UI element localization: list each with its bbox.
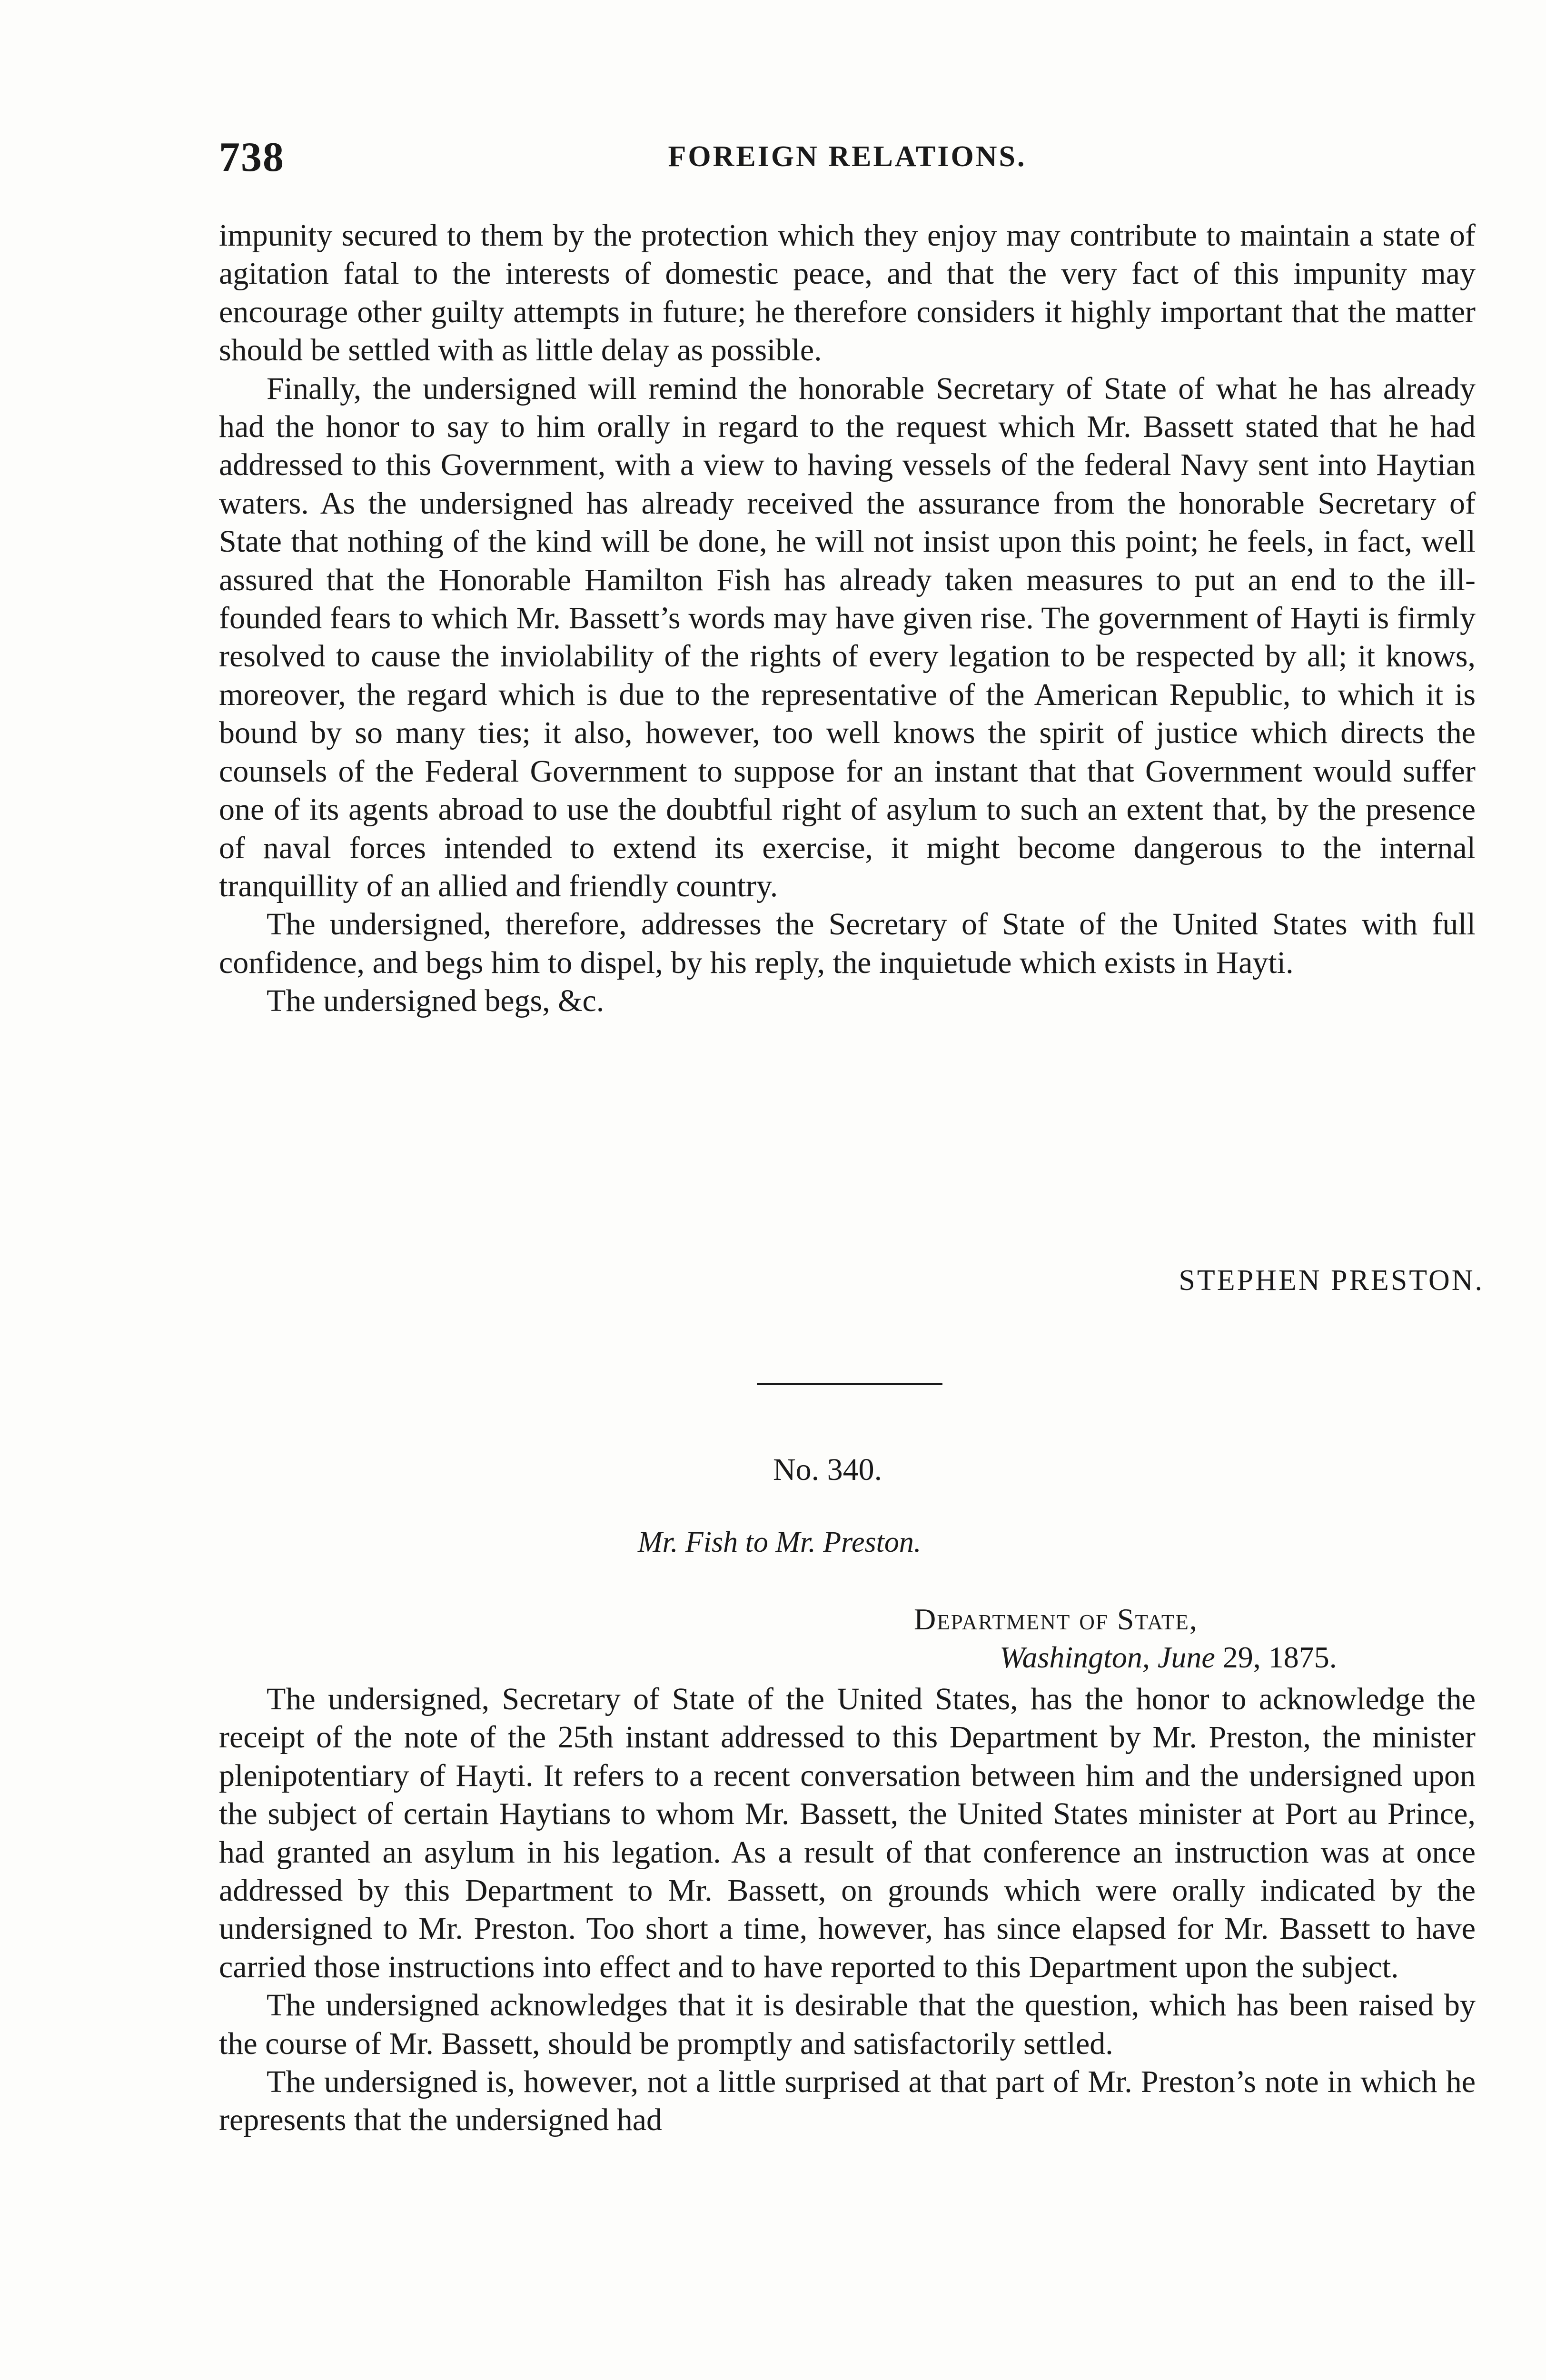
body-paragraph: impunity secured to them by the protection which they enjoy may contribute to maintain a state of agitation fatal to the interests of domestic peace, and that the very fact of this impunity may encourage other guilty attempts in future; he therefore considers it highly important that the matter should be settled with as little delay as possible. (219, 218, 1476, 368)
page-header (219, 133, 1476, 186)
continued-letter-body (219, 217, 1476, 1021)
dateline-day-year: 29, 1875. (1215, 1640, 1337, 1674)
document-number: No. 340. (773, 1452, 882, 1487)
running-head: FOREIGN RELATIONS. (668, 140, 1027, 173)
dateline-office: Department of State, (914, 1602, 1198, 1636)
document-title: Mr. Fish to Mr. Preston. (638, 1526, 922, 1558)
section-divider (757, 1383, 942, 1385)
body-paragraph: Finally, the undersigned will remind the honorable Secretary of State of what he has already had the honor to say to him orally in regard to the request which Mr. Bassett stated that he had addressed to this Government, with a view to having vessels of the federal Navy sent into Haytian waters. As the undersigned has already received the assurance from the honorable Secretary of State that nothing of the kind will be done, he will not insist upon this point; he feels, in fact, well assured that the Honorable Hamilton Fish has already taken measures to put an end to the ill-founded fears to which Mr. Bassett’s words may have given rise. The government of Hayti is firmly resolved to cause the inviolability of the rights of every legation to be respected by all; it knows, moreover, the regard which is due to the representative of the American Republic, to which it is bound by so many ties; it also, however, too well knows the spirit of justice which directs the counsels of the Federal Government to suppose for an instant that that Government would suffer one of its agents abroad to use the doubtful right of asylum to such an extent that, by the presence of naval forces intended to extend its exercise, it might become dangerous to the internal tranquillity of an allied and friendly country. (219, 371, 1476, 903)
body-paragraph: The undersigned, Secretary of State of the United States, has the honor to acknowledge the receipt of the note of the 25th instant addressed to this Department by Mr. Preston, the minister plenipotentiary of Hayti. It refers to a recent conversation between him and the undersigned upon the subject of certain Haytians to whom Mr. Bassett, the United States minister at Port au Prince, had granted an asylum in his legation. As a result of that conference an instruction was at once addressed by this Department to Mr. Bassett, on grounds which were orally indicated by the undersigned to Mr. Preston. Too short a time, however, has since elapsed for Mr. Bassett to have carried those instructions into effect and to have reported to this Department upon the subject. (219, 1682, 1476, 1984)
page-number: 738 (219, 134, 285, 180)
dateline-place-month: Washington, June (1000, 1640, 1215, 1674)
letter-body (219, 1680, 1476, 2140)
body-paragraph: The undersigned, therefore, addresses the Secretary of State of the United States with full confidence, and begs him to dispel, by his reply, the inquietude which exists in Hayti. (219, 907, 1476, 980)
closing-line: The undersigned begs, &c. (267, 983, 605, 1019)
dateline-date (1000, 1640, 1337, 1675)
body-paragraph: The undersigned is, however, not a little surprised at that part of Mr. Preston’s note in which he represents that the undersigned had (219, 2064, 1476, 2138)
signature: STEPHEN PRESTON. (1179, 1264, 1484, 1297)
body-paragraph: The undersigned acknowledges that it is desirable that the question, which has been raised by the course of Mr. Bassett, should be promptly and satisfactorily settled. (219, 1988, 1476, 2061)
